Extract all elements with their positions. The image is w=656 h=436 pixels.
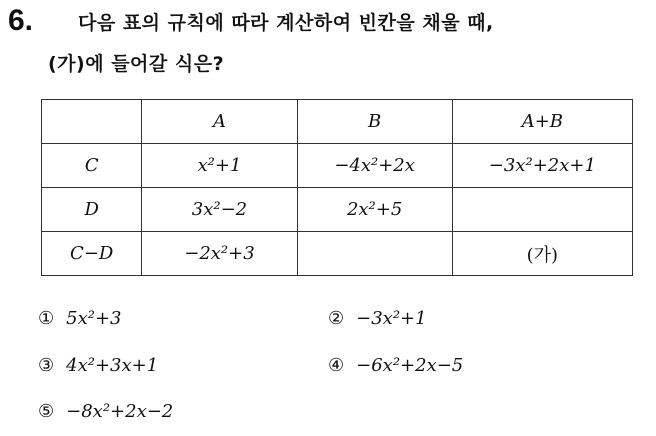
row-label-d: D: [42, 188, 142, 232]
choice-3-mark: ③: [38, 355, 55, 376]
choice-3[interactable]: [38, 355, 158, 376]
choice-2-mark: ②: [328, 308, 345, 329]
question-text-line1: 다음 표의 규칙에 따라 계산하여 빈칸을 채울 때,: [78, 12, 494, 34]
header-cell-empty: [42, 100, 142, 144]
cell-d-b: 2x²+5: [297, 188, 452, 232]
cell-cd-b: [297, 232, 452, 276]
choice-1-text: 5x²+3: [66, 308, 122, 329]
header-cell-a: A: [142, 100, 297, 144]
table-header-row: [42, 100, 633, 144]
table-row-c: [42, 144, 633, 188]
table-row-d: [42, 188, 633, 232]
choice-3-text: 4x²+3x+1: [66, 355, 159, 376]
choice-4[interactable]: [328, 355, 463, 376]
cell-cd-answer-blank: (가): [452, 232, 632, 276]
cell-d-a: 3x²−2: [142, 188, 297, 232]
choice-5[interactable]: [38, 401, 173, 422]
header-cell-b: B: [297, 100, 452, 144]
choice-1[interactable]: [38, 308, 122, 329]
table-row-c-minus-d: [42, 232, 633, 276]
cell-c-b: −4x²+2x: [297, 144, 452, 188]
cell-c-a-plus-b: −3x²+2x+1: [452, 144, 632, 188]
cell-cd-a: −2x²+3: [142, 232, 297, 276]
cell-d-a-plus-b: [452, 188, 632, 232]
row-label-c-minus-d: C−D: [42, 232, 142, 276]
choice-4-mark: ④: [328, 355, 345, 376]
rule-table: [41, 99, 633, 276]
choice-5-text: −8x²+2x−2: [66, 401, 174, 422]
question-number: 6.: [8, 4, 34, 37]
header-cell-a-plus-b: A+B: [452, 100, 632, 144]
choice-2[interactable]: [328, 308, 427, 329]
choice-4-text: −6x²+2x−5: [356, 355, 464, 376]
choice-5-mark: ⑤: [38, 401, 55, 422]
row-label-c: C: [42, 144, 142, 188]
cell-c-a: x²+1: [142, 144, 297, 188]
question-text-line2: (가)에 들어갈 식은?: [48, 53, 225, 75]
choice-2-text: −3x²+1: [356, 308, 427, 329]
choice-1-mark: ①: [38, 308, 55, 329]
